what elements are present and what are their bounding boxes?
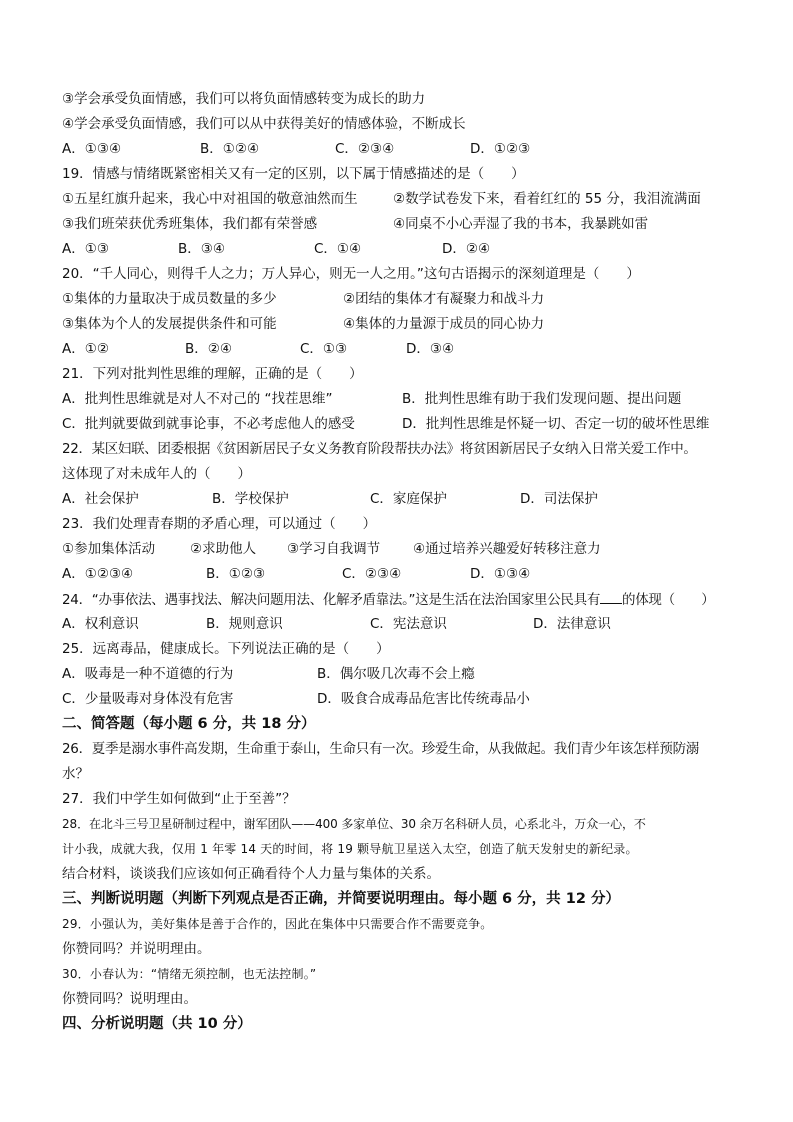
q22-stem: 22．某区妇联、团委根据《贫困新居民子女义务教育阶段帮扶办法》将贫困新居民子女纳入日常关爱工作中。 <box>62 441 697 457</box>
q24-option-a: A．权利意识 <box>62 616 139 632</box>
q25-option-a: A．吸毒是一种不道德的行为 <box>62 666 234 682</box>
q21-option-a: A．批判性思维就是对人不对己的 “找茬思维” <box>62 391 333 407</box>
section-heading-2: 二、简答题（每小题 6 分，共 18 分） <box>62 716 316 732</box>
q28-question: 结合材料，谈谈我们应该如何正确看待个人力量与集体的关系。 <box>62 866 440 882</box>
q20-statement-2: ②团结的集体才有凝聚力和战斗力 <box>343 291 545 307</box>
q20-statement-4: ④集体的力量源于成员的同心协力 <box>343 316 545 332</box>
q23-option-d: D．①③④ <box>470 566 531 582</box>
section-heading-3: 三、判断说明题（判断下列观点是否正确，并简要说明理由。每小题 6 分，共 12 分） <box>62 891 620 907</box>
q26-stem: 26．夏季是溺水事件高发期，生命重于泰山，生命只有一次。珍爱生命，从我做起。我们青少年该怎样预防溺 <box>62 741 699 757</box>
answer-blank <box>600 589 622 604</box>
q23-option-a: A．①②③④ <box>62 566 134 582</box>
q23-option-c: C．②③④ <box>342 566 402 582</box>
q18-option-a: A．①③④ <box>62 141 122 157</box>
q18-option-c: C．②③④ <box>335 141 395 157</box>
q22-option-a: A．社会保护 <box>62 491 139 507</box>
q24-option-b: B．规则意识 <box>206 616 283 632</box>
q23-statement-1: ①参加集体活动 <box>62 541 156 557</box>
q20-stem: 20．“千人同心，则得千人之力；万人异心，则无一人之用。”这句古语揭示的深刻道理是（ ） <box>62 266 640 282</box>
q19-stem: 19．情感与情绪既紧密相关又有一定的区别，以下属于情感描述的是（ ） <box>62 166 525 182</box>
q19-option-a: A．①③ <box>62 241 109 257</box>
q22-option-d: D．司法保护 <box>520 491 598 507</box>
q29-stem: 29．小强认为，美好集体是善于合作的，因此在集体中只需要合作不需要竞争。 <box>62 917 493 931</box>
q28-material-line-1: 28．在北斗三号卫星研制过程中，谢军团队——400 多家单位、30 余万名科研人员，心系北斗，万众一心，不 <box>62 817 646 831</box>
q28-material-line-2: 计小我，成就大我，仅用 1 年零 14 天的时间，将 19 颗导航卫星送入太空，创造了航天发射史的新纪录。 <box>62 842 638 856</box>
q25-option-d: D．吸食合成毒品危害比传统毒品小 <box>317 691 530 707</box>
q19-statement-2: ②数学试卷发下来，看着红红的 55 分，我泪流满面 <box>393 191 701 207</box>
q22-option-c: C．家庭保护 <box>370 491 447 507</box>
q20-statement-3: ③集体为个人的发展提供条件和可能 <box>62 316 277 332</box>
q20-option-b: B．②④ <box>185 341 232 357</box>
section-heading-4: 四、分析说明题（共 10 分） <box>62 1016 252 1032</box>
q20-option-d: D．③④ <box>406 341 455 357</box>
q19-statement-3: ③我们班荣获优秀班集体，我们都有荣誉感 <box>62 216 318 232</box>
q25-option-c: C．少量吸毒对身体没有危害 <box>62 691 234 707</box>
q18-option-b: B．①②④ <box>200 141 260 157</box>
q24-stem-text: 24．“办事依法、遇事找法、解决问题用法、化解矛盾靠法。”这是生活在法治国家里公民具有 <box>62 592 601 608</box>
q19-option-b: B．③④ <box>178 241 225 257</box>
q25-option-b: B．偶尔吸几次毒不会上瘾 <box>317 666 475 682</box>
q27-stem: 27．我们中学生如何做到“止于至善”？ <box>62 791 296 807</box>
q24-stem <box>62 589 714 610</box>
q21-option-b: B．批判性思维有助于我们发现问题、提出问题 <box>402 391 682 407</box>
q23-statement-2: ②求助他人 <box>190 541 257 557</box>
q18-option-d: D．①②③ <box>470 141 531 157</box>
q21-option-d: D．批判性思维是怀疑一切、否定一切的破坏性思维 <box>402 416 710 432</box>
q22-option-b: B．学校保护 <box>212 491 289 507</box>
q29-question: 你赞同吗？并说明理由。 <box>62 941 211 957</box>
q23-stem: 23．我们处理青春期的矛盾心理，可以通过（ ） <box>62 516 377 532</box>
q30-stem: 30．小春认为：“情绪无须控制，也无法控制。” <box>62 967 317 981</box>
q20-option-c: C．①③ <box>300 341 348 357</box>
q26-stem-continued: 水？ <box>62 766 89 782</box>
q24-stem-tail: 的体现（ ） <box>622 592 715 608</box>
q21-stem: 21．下列对批判性思维的理解，正确的是（ ） <box>62 366 363 382</box>
q23-option-b: B．①②③ <box>206 566 266 582</box>
q25-stem: 25．远离毒品，健康成长。下列说法正确的是（ ） <box>62 641 390 657</box>
q20-statement-1: ①集体的力量取决于成员数量的多少 <box>62 291 277 307</box>
q18-statement-4: ④学会承受负面情感，我们可以从中获得美好的情感体验，不断成长 <box>62 116 466 132</box>
q19-option-d: D．②④ <box>442 241 491 257</box>
q22-stem-continued: 这体现了对未成年人的（ ） <box>62 466 251 482</box>
q23-statement-4: ④通过培养兴趣爱好转移注意力 <box>413 541 601 557</box>
q20-option-a: A．①② <box>62 341 109 357</box>
q19-statement-1: ①五星红旗升起来，我心中对祖国的敬意油然而生 <box>62 191 358 207</box>
q23-statement-3: ③学习自我调节 <box>287 541 381 557</box>
q21-option-c: C．批判就要做到就事论事，不必考虑他人的感受 <box>62 416 355 432</box>
q24-option-c: C．宪法意识 <box>370 616 447 632</box>
q24-option-d: D．法律意识 <box>533 616 611 632</box>
q19-statement-4: ④同桌不小心弄湿了我的书本，我暴跳如雷 <box>393 216 649 232</box>
q19-option-c: C．①④ <box>314 241 362 257</box>
q30-question: 你赞同吗？说明理由。 <box>62 991 197 1007</box>
q18-statement-3: ③学会承受负面情感，我们可以将负面情感转变为成长的助力 <box>62 91 426 107</box>
